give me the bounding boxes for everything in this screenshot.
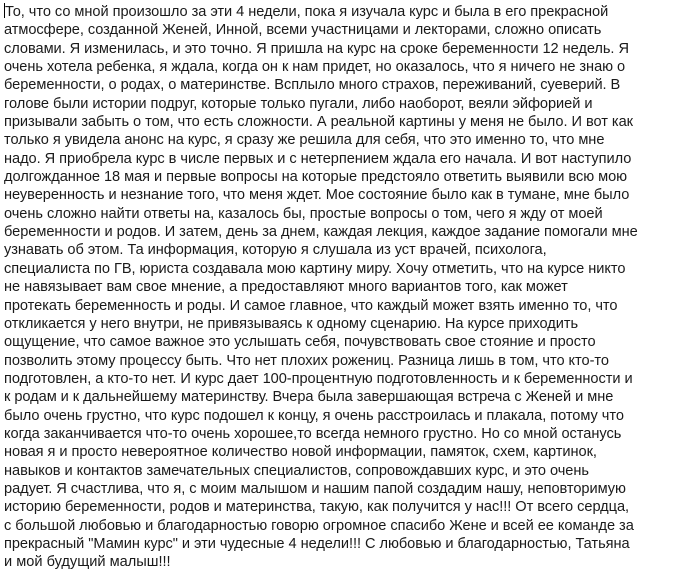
text-line-content: очень хотела ребенка, я ждала, когда он к нам придет, но оказалось, что я ничего не знаю о: [4, 59, 626, 76]
text-line: [4, 333, 685, 351]
text-line: [4, 40, 685, 58]
text-line: [4, 315, 685, 333]
text-line-content: только я увидела анонс на курс, я сразу же решила для себя, что это именно то, что мне: [4, 132, 605, 149]
text-line: [4, 186, 685, 204]
text-line: [4, 480, 685, 498]
text-line: [4, 205, 685, 223]
text-line: [4, 76, 685, 94]
text-line-content: узнавать об этом. Та информация, которую я слушала из уст врачей, психолога,: [4, 242, 547, 259]
text-line-content: было очень грустно, что курс подошел к концу, я очень расстроилась и плакала, потому что: [4, 407, 624, 424]
text-line-content: откликается у него внутри, не привязываясь к одному сценарию. На курсе приходить: [4, 315, 579, 332]
text-line-content: ощущение, что самое важное это услышать себя, почувствовать свое стояние и просто: [4, 334, 596, 351]
text-line: [4, 407, 685, 425]
text-line-content: когда заканчивается что-то очень хорошее,то всегда немного грустно. Но со мной останусь: [4, 425, 622, 442]
text-line: [4, 260, 685, 278]
text-line-content: радует. Я счастлива, что я, с моим малышом и нашим папой создадим нашу, неповторимую: [4, 480, 626, 497]
text-line: [4, 223, 685, 241]
testimonial-text: [4, 3, 685, 572]
text-line: [4, 21, 685, 39]
text-line: [4, 3, 685, 21]
text-line: [4, 150, 685, 168]
text-line-content: позволить этому процессу быть. Что нет плохих рожениц. Разница лишь в том, что кто-то: [4, 352, 609, 369]
text-line-content: к родам и к дальнейшему материнству. Вчера была завершающая встреча с Женей и мне: [4, 389, 614, 406]
text-line-content: подготовлен, а кто-то нет. И курс дает 100-процентную подготовленность и к беременности и: [4, 370, 633, 387]
text-line-content: беременности, о родах, о материнстве. Всплыло много страхов, переживаний, суеверий. В: [4, 77, 621, 94]
text-line: [4, 425, 685, 443]
text-line-content: новая я и просто невероятное количество новой информации, памяток, схем, картинок,: [4, 444, 597, 461]
text-line: [4, 388, 685, 406]
text-line-content: призывали забыть о том, что есть сложности. А реальной картины у меня не было. И вот как: [4, 114, 633, 131]
text-line: [4, 443, 685, 461]
text-line-content: очень сложно найти ответы на, казалось бы, простые вопросы о том, чего я жду от моей: [4, 205, 603, 222]
text-line-content: специалиста по ГВ, юриста создавала мою картину миру. Хочу отметить, что на курсе никто: [4, 260, 626, 277]
text-line: [4, 535, 685, 553]
text-line-content: голове были истории подруг, которые только пугали, либо наоборот, веяли эйфорией и: [4, 95, 593, 112]
text-line: [4, 168, 685, 186]
text-line: [4, 113, 685, 131]
text-line: [4, 131, 685, 149]
text-line: [4, 95, 685, 113]
text-line-content: словами. Я изменилась, и это точно. Я пришла на курс на сроке беременности 12 недель. Я: [4, 40, 629, 57]
text-line: [4, 517, 685, 535]
text-line-content: беременности и родов. И затем, день за днем, каждая лекция, каждое задание помогали мне: [4, 224, 638, 241]
text-line-content: долгожданное 18 мая и первые вопросы на которые предстояло ответить выявили всю мою: [4, 169, 628, 186]
text-line-content: неуверенность и незнание того, что меня ждет. Мое состояние было как в тумане, мне было: [4, 187, 630, 204]
text-line-content: атмосфере, созданной Женей, Инной, всеми участницами и лекторами, сложно описать: [4, 22, 602, 39]
text-line-content: историю беременности, родов и материнства, такую, как получится у нас!!! От всего сердца,: [4, 499, 630, 516]
text-line-content: навыков и контактов замечательных специалистов, сопровождавших курс, и это очень: [4, 462, 589, 479]
text-line: [4, 498, 685, 516]
text-line-content: надо. Я приобрела курс в числе первых и с нетерпением ждала его начала. И вот наступило: [4, 150, 632, 167]
text-line: [4, 462, 685, 480]
text-line-content: прекрасный "Мамин курс" и эти чудесные 4 недели!!! С любовью и благодарностью, Татьяна: [4, 535, 630, 552]
text-line: [4, 352, 685, 370]
text-line-content: и мой будущий малыш!!!: [4, 554, 171, 571]
text-line: [4, 553, 685, 571]
text-line-content: с большой любовью и благодарностью говорю огромное спасибо Жене и всей ее команде за: [4, 517, 634, 534]
text-line-content: То, что со мной произошло за эти 4 недели, пока я изучала курс и была в его прекрасной: [5, 4, 609, 20]
text-line: [4, 297, 685, 315]
text-line: [4, 278, 685, 296]
text-line: [4, 241, 685, 259]
text-line-content: не навязывает вам свое мнение, а предоставляют много вариантов того, как может: [4, 279, 568, 296]
text-line: [4, 58, 685, 76]
text-line-content: протекать беременность и роды. И самое главное, что каждый может взять именно то, что: [4, 297, 618, 314]
text-line: [4, 370, 685, 388]
